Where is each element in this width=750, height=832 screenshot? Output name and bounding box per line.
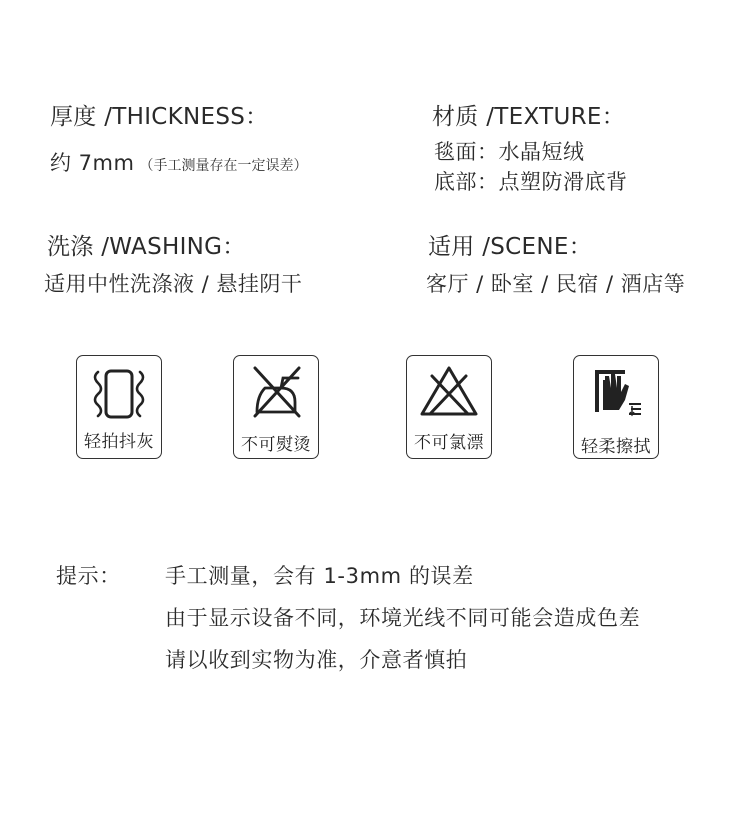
no-iron-icon	[243, 362, 309, 420]
thickness-value: 约 7mm	[50, 151, 135, 175]
no-bleach-icon	[416, 362, 482, 420]
care-label-no-iron: 不可熨烫	[241, 435, 311, 455]
thickness-note: （手工测量存在一定误差）	[139, 158, 308, 174]
care-label-shake: 轻拍抖灰	[84, 432, 154, 452]
tip-line-2: 由于显示设备不同，环境光线不同可能会造成色差	[165, 606, 641, 630]
texture-heading: 材质 /TEXTURE：	[432, 104, 625, 130]
scene-heading: 适用 /SCENE：	[428, 234, 592, 260]
tip-line-3: 请以收到实物为准，介意者慎拍	[165, 648, 468, 672]
care-card-no-bleach	[406, 355, 492, 459]
shake-icon	[89, 366, 149, 422]
care-card-gentle-wipe	[573, 355, 659, 459]
texture-surface: 毯面：水晶短绒	[434, 140, 585, 164]
care-card-no-iron	[233, 355, 319, 459]
scene-value: 客厅 / 卧室 / 民宿 / 酒店等	[426, 272, 686, 296]
washing-heading: 洗涤 /WASHING：	[47, 234, 246, 260]
washing-value: 适用中性洗涤液 / 悬挂阴干	[44, 272, 303, 296]
tip-line-1: 手工测量，会有 1-3mm 的误差	[165, 564, 474, 588]
thickness-heading: 厚度 /THICKNESS：	[50, 104, 269, 130]
care-label-gentle-wipe: 轻柔擦拭	[581, 437, 651, 457]
thickness-value-row	[50, 147, 308, 177]
gentle-wipe-icon	[585, 362, 647, 422]
care-label-no-bleach: 不可氯漂	[414, 433, 484, 453]
texture-backing: 底部：点塑防滑底背	[434, 170, 628, 194]
care-card-shake	[76, 355, 162, 459]
tips-label: 提示：	[56, 564, 121, 588]
